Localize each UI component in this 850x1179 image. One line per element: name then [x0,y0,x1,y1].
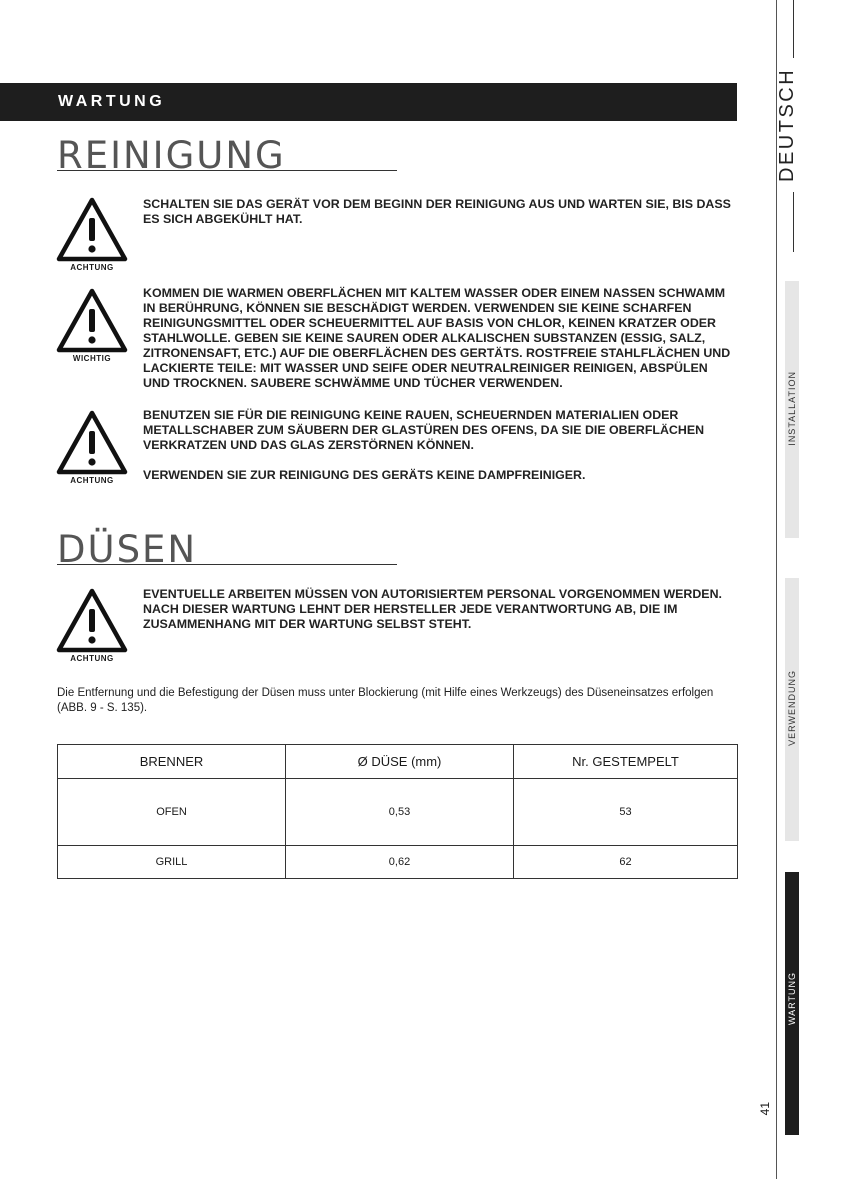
language-label: DEUTSCH [776,67,798,183]
column-header-burner: BRENNER [58,745,286,779]
warning-triangle-icon [56,196,128,262]
nozzle-table [57,744,738,879]
table-cell: 53 [514,779,738,846]
section-header-title: WARTUNG [58,93,166,110]
warning-triangle-icon [56,287,128,353]
column-header-nozzle-diameter: Ø DÜSE (mm) [286,745,514,779]
warning-paragraph: BENUTZEN SIE FÜR DIE REINIGUNG KEINE RAUEN, SCHEUERNDEN MATERIALIEN ODER METALLSCHABER ZUM SÄUBERN DER GLASTÜREN DES OFENS, DA SIE DIE OBERFLÄCHEN VERKRATZEN UND DAS GLAS ZERSTÖRNEN KÖNNEN. [143,408,705,452]
table-cell: GRILL [58,846,286,879]
warning-icon-wichtig [56,287,128,363]
warning-text [143,286,735,391]
column-header-stamped-number: Nr. GESTEMPELT [514,745,738,779]
warning-text [143,408,735,483]
table-cell: 0,53 [286,779,514,846]
warning-label: WICHTIG [72,354,112,363]
nozzle-removal-note: Die Entfernung und die Befestigung der Düsen muss unter Blockierung (mit Hilfe eines Werkzeugs) des Düseneinsatzes erfolgen (ABB. 9 - S. 135). [57,687,714,714]
tab-verwendung[interactable] [785,578,799,841]
warning-icon-achtung [56,409,128,485]
table-cell: 62 [514,846,738,879]
warning-label: ACHTUNG [70,654,114,663]
table-cell: OFEN [58,779,286,846]
cleaning-title: REINIGUNG [57,134,286,177]
table-header-row [58,745,738,779]
table-row [58,846,738,879]
tab-installation[interactable] [785,281,799,538]
warning-icon-achtung [56,587,128,663]
tab-verwendung-label: VERWENDUNG [787,670,797,746]
warning-paragraph: SCHALTEN SIE DAS GERÄT VOR DEM BEGINN DER REINIGUNG AUS UND WARTEN SIE, BIS DASS ES SICH ABGEKÜHLT HAT. [143,197,731,226]
tab-wartung-label: WARTUNG [787,972,797,1025]
warning-icon-achtung [56,196,128,272]
language-rule [793,192,794,252]
language-rule [793,0,794,58]
cleaning-title-rule [57,170,397,171]
warning-label: ACHTUNG [70,476,114,485]
table-row [58,779,738,846]
warning-triangle-icon [56,409,128,475]
warning-paragraph: KOMMEN DIE WARMEN OBERFLÄCHEN MIT KALTEM WASSER ODER EINEM NASSEN SCHWAMM IN BERÜHRUNG, KÖNNEN SIE BESCHÄDIGT WERDEN. VERWENDEN SIE KEINE SCHARFEN REINIGUNGSMITTEL ODER SCHEUERMITTEL AUF BASIS VON CHLOR, KEINEN KRATZER ODER STAHLWOLLE. GEBEN SIE KEINE SAUREN ODER ALKALISCHEN SUBSTANZEN (ESSIG, SALZ, ZITRONENSAFT, ETC.) AUF DIE OBERFLÄCHEN DES GERTÄTS. ROSTFREIE STAHLFLÄCHEN UND LACKIERTE TEILE: MIT WASSER UND SEIFE ODER NEUTRALREINIGER REINIGEN, ABSPÜLEN UND TROCKNEN. SAUBERE SCHWÄMME UND TÜCHER VERWENDEN. [143,286,731,390]
tab-wartung[interactable] [785,872,799,1135]
warning-text [143,197,735,227]
nozzles-title-rule [57,564,397,565]
warning-text [143,587,735,632]
nozzles-title: DÜSEN [57,528,198,571]
warning-paragraph: EVENTUELLE ARBEITEN MÜSSEN VON AUTORISIERTEM PERSONAL VORGENOMMEN WERDEN. NACH DIESER WARTUNG LEHNT DER HERSTELLER JEDE VERANTWORTUNG AB, DIE IM ZUSAMMENHANG MIT DER WARTUNG SELBST STEHT. [143,587,722,631]
table-cell: 0,62 [286,846,514,879]
warning-paragraph: VERWENDEN SIE ZUR REINIGUNG DES GERÄTS KEINE DAMPFREINIGER. [143,468,586,482]
warning-label: ACHTUNG [70,263,114,272]
warning-triangle-icon [56,587,128,653]
page-number: 41 [758,1102,772,1116]
tab-installation-label: INSTALLATION [787,371,797,446]
